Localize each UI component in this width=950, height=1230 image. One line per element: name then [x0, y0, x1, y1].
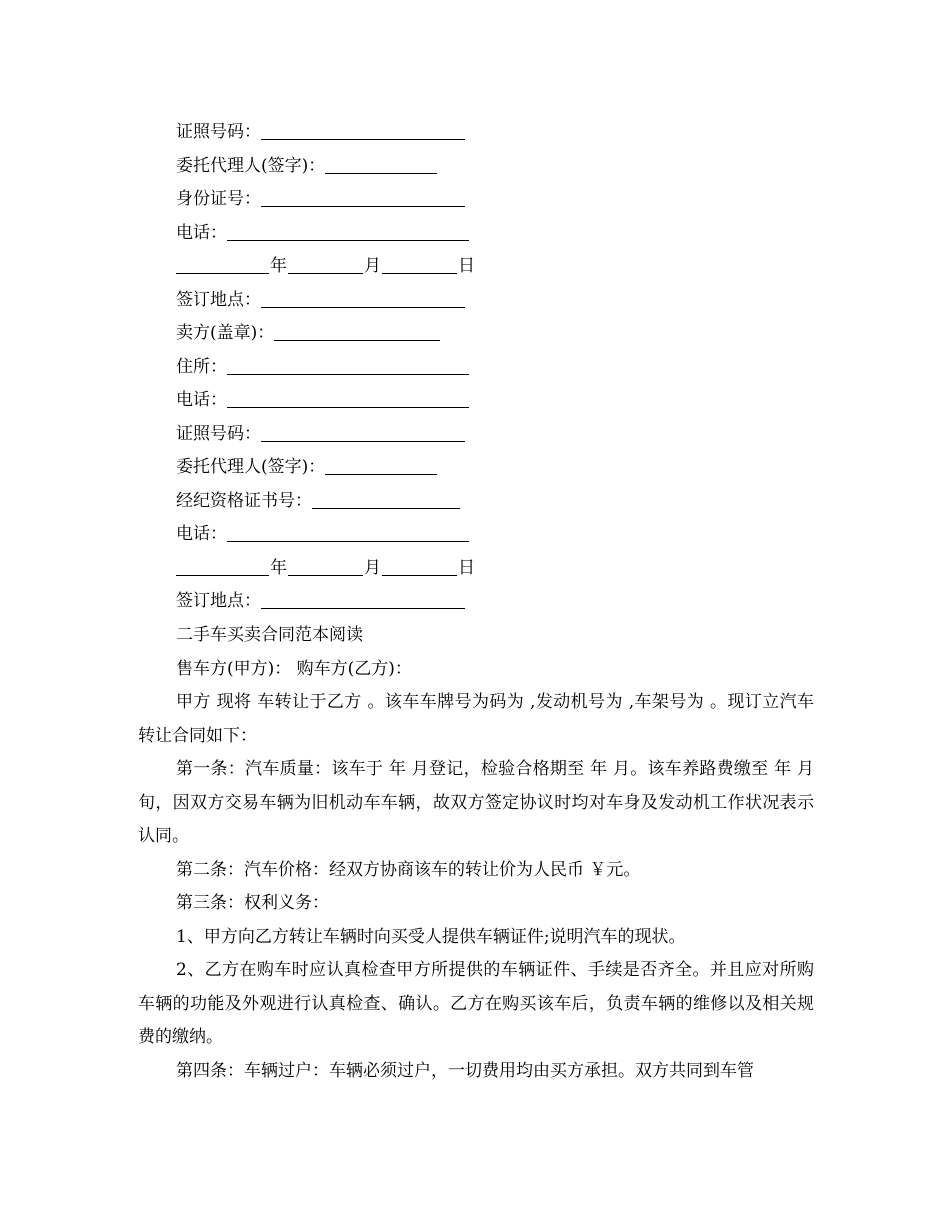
- seller-year-label: 年: [270, 557, 287, 578]
- seller-seal-field[interactable]: [176, 317, 496, 351]
- article-3-item-1: 1、甲方向乙方转让车辆时向买受人提供车辆证件;说明汽车的现状。: [176, 926, 686, 947]
- seller-agent-signature-field[interactable]: [176, 451, 496, 485]
- phone-label: 电话：: [176, 222, 227, 243]
- contract-body: [138, 619, 814, 1088]
- article-3-item-2: 2、乙方在购车时应认真检查甲方所提供的车辆证件、手续是否齐全。并且应对所购车辆的功能及外观进行认真检查、确认。乙方在购买该车后，负责车辆的维修以及相关规费的缴纳。: [138, 960, 814, 1047]
- seller-signing-place-label: 签订地点：: [176, 591, 261, 611]
- address-field[interactable]: [176, 351, 496, 385]
- seller-signing-place-blank[interactable]: [261, 588, 465, 609]
- day-blank[interactable]: [382, 253, 457, 274]
- seller-month-blank[interactable]: [288, 555, 363, 576]
- address-label: 住所：: [176, 356, 227, 377]
- intro-paragraph: 甲方 现将 车转让于乙方 。该车车牌号为码为 ,发动机号为 ,车架号为 。现订立汽车转让合同如下：: [138, 692, 814, 746]
- broker-certificate-blank[interactable]: [312, 488, 460, 509]
- seller-phone2-blank[interactable]: [227, 521, 469, 542]
- broker-certificate-field[interactable]: [176, 485, 496, 519]
- seller-signing-place-field[interactable]: [176, 585, 496, 619]
- day-label: 日: [458, 256, 475, 276]
- id-number-blank[interactable]: [261, 186, 465, 207]
- seller-license-number-label: 证照号码：: [176, 423, 261, 444]
- seller-day-label: 日: [458, 557, 475, 578]
- id-number-field[interactable]: [176, 183, 496, 217]
- month-blank[interactable]: [288, 253, 363, 274]
- agent-signature-field[interactable]: [176, 150, 496, 184]
- license-number-label: 证照号码：: [176, 122, 261, 142]
- year-label: 年: [270, 256, 287, 276]
- agent-signature-blank[interactable]: [325, 153, 437, 174]
- seller-agent-signature-blank[interactable]: [325, 454, 437, 475]
- year-blank[interactable]: [176, 253, 269, 274]
- seller-seal-label: 卖方(盖章)：: [176, 323, 275, 343]
- seller-phone-field[interactable]: [176, 384, 496, 418]
- seller-phone2-label: 电话：: [176, 524, 227, 544]
- license-number-field[interactable]: [176, 116, 496, 150]
- seller-date-field[interactable]: [176, 552, 496, 586]
- signing-place-blank[interactable]: [261, 287, 465, 308]
- signing-place-label: 签订地点：: [176, 289, 261, 310]
- signature-fields: [176, 116, 496, 619]
- article-4-paragraph: 第四条：车辆过户：车辆必须过户，一切费用均由买方承担。双方共同到车管: [176, 1060, 754, 1081]
- agent-signature-label: 委托代理人(签字)：: [176, 155, 326, 176]
- seller-phone-label: 电话：: [176, 390, 227, 410]
- address-blank[interactable]: [227, 354, 469, 375]
- article-1-paragraph: 第一条：汽车质量：该车于 年 月登记，检验合格期至 年 月。该车养路费缴至 年 月 旬，因双方交易车辆为旧机动车车辆，故双方签定协议时均对车身及发动机工作状况表示认同。: [138, 759, 814, 846]
- seller-license-number-field[interactable]: [176, 418, 496, 452]
- date-field[interactable]: [176, 250, 496, 284]
- seller-year-blank[interactable]: [176, 555, 269, 576]
- seller-agent-signature-label: 委托代理人(签字)：: [176, 457, 326, 477]
- seller-phone-blank[interactable]: [227, 387, 469, 408]
- parties-line: 售车方(甲方)： 购车方(乙方)：: [176, 658, 412, 679]
- seller-month-label: 月: [364, 557, 381, 578]
- seller-day-blank[interactable]: [382, 555, 457, 576]
- seller-seal-blank[interactable]: [274, 320, 440, 341]
- phone-field[interactable]: [176, 217, 496, 251]
- seller-phone2-field[interactable]: [176, 518, 496, 552]
- article-3-heading: 第三条：权利义务：: [176, 893, 329, 913]
- id-number-label: 身份证号：: [176, 189, 261, 209]
- section-title: 二手车买卖合同范本阅读: [176, 625, 363, 645]
- broker-certificate-label: 经纪资格证书号：: [176, 490, 312, 511]
- license-number-blank[interactable]: [261, 119, 465, 140]
- seller-license-number-blank[interactable]: [261, 421, 465, 442]
- article-2-paragraph: 第二条：汽车价格：经双方协商该车的转让价为人民币 ￥元。: [176, 859, 641, 880]
- phone-blank[interactable]: [227, 220, 469, 241]
- signing-place-field[interactable]: [176, 284, 496, 318]
- month-label: 月: [364, 256, 381, 276]
